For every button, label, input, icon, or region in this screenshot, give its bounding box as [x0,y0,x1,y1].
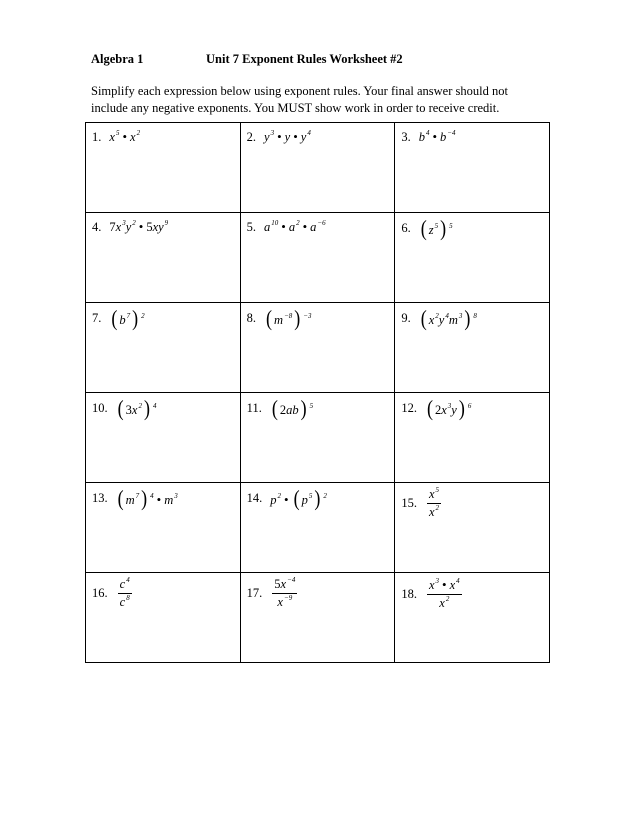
problem-expression: ( $2x^3y$ ) $^6$ [426,395,472,421]
problem-number: 12. [401,401,417,415]
problem-7 [92,305,145,331]
problem-number: 17. [246,586,263,600]
problem-3 [401,129,455,145]
instructions-line-1: Simplify each expression below using exponent rules. Your final answer should not [91,84,508,98]
problem-cell-4[interactable] [86,213,241,303]
problem-number: 10. [92,401,108,415]
instructions-line-2: include any negative exponents. You MUST show work in order to receive credit. [91,101,500,115]
problem-14 [246,485,327,511]
problem-4 [92,219,168,235]
problem-number: 1. [92,129,102,144]
problem-expression: ( $3x^2$ ) $^4$ [117,395,157,421]
problem-6 [401,215,453,241]
problem-expression: ( $b^7$ ) $^2$ [111,305,145,331]
problem-expression: $\frac{5x^{-4}}{x^{-9}}$ [274,576,296,609]
problem-expression: ( 2ab ) $^5$ [271,395,314,421]
problem-number: 14. [246,491,263,505]
problem-8 [246,305,312,331]
problem-expression: $\frac{x^5}{x^2}$ [428,486,439,519]
problem-15 [401,487,441,520]
problem-number: 13. [92,491,108,505]
problem-2 [247,129,311,145]
problem-18 [401,577,461,611]
problem-number: 15. [401,496,417,510]
problem-row [86,483,550,573]
worksheet-title: Unit 7 Exponent Rules Worksheet #2 [206,52,403,66]
problem-cell-18[interactable] [395,573,550,663]
problem-expression: ( $x^2y^4m^3$ ) $^8$ [420,305,477,331]
problem-cell-8[interactable] [240,303,395,393]
problem-expression: $x^5$ • $x^2$ [109,129,141,144]
problem-5 [247,219,326,235]
problem-cell-14[interactable] [240,483,395,573]
problem-cell-5[interactable] [240,213,395,303]
problem-expression: $b^4$ • $b^{-4}$ [418,129,456,144]
problem-expression: $\frac{c^4}{c^8}$ [119,576,130,609]
problem-16 [92,577,132,610]
problem-number: 3. [401,129,411,144]
problem-number: 18. [401,586,417,601]
problem-number: 8. [246,311,257,325]
problem-cell-1[interactable] [86,123,241,213]
problem-cell-12[interactable] [395,393,550,483]
problem-expression: $a^{10}$ • $a^2$ • $a^{-6}$ [264,219,326,234]
problem-expression: ( $z^5$ ) $^5$ [420,215,453,241]
problem-expression: $y^3$ • y • $y^4$ [264,129,311,144]
problem-number: 2. [246,129,257,144]
problem-cell-10[interactable] [86,393,241,483]
problem-grid [85,122,550,663]
problem-17 [247,577,298,610]
problem-cell-17[interactable] [240,573,395,663]
problem-13 [92,485,178,511]
problem-10 [92,395,157,421]
problem-number: 7. [92,311,102,325]
problem-cell-3[interactable] [395,123,550,213]
problem-cell-15[interactable] [395,483,550,573]
problem-expression: $p^2$ • ( $p^5$ ) $^2$ [270,485,327,511]
problem-number: 6. [401,221,411,235]
problem-11 [246,395,314,421]
problem-number: 5. [246,219,257,234]
problem-1 [92,129,140,145]
problem-row [86,303,550,393]
problem-12 [401,395,472,421]
problem-cell-6[interactable] [395,213,550,303]
problem-row [86,123,550,213]
problem-expression: $7x^3y^2$ • $5xy^9$ [109,219,169,234]
problem-9 [401,305,477,331]
problem-number: 16. [92,586,108,600]
problem-cell-7[interactable] [86,303,241,393]
problem-row [86,393,550,483]
problem-cell-9[interactable] [395,303,550,393]
problem-row [86,213,550,303]
problem-expression: ( $m^{-8}$ ) $^{-3}$ [266,305,312,331]
problem-cell-2[interactable] [240,123,395,213]
problem-number: 11. [246,401,262,415]
problem-number: 9. [401,311,411,325]
problem-row [86,573,550,663]
course-name: Algebra 1 [91,52,144,66]
problem-number: 4. [92,219,102,234]
worksheet-header [91,52,403,67]
problem-cell-11[interactable] [240,393,395,483]
problem-cell-16[interactable] [86,573,241,663]
problem-expression: ( $m^7$ ) $^4$ • $m^3$ [117,485,178,511]
problem-expression: $\frac{x^3 • x^4}{x^2}$ [428,577,460,610]
problem-cell-13[interactable] [86,483,241,573]
instructions [91,83,541,117]
